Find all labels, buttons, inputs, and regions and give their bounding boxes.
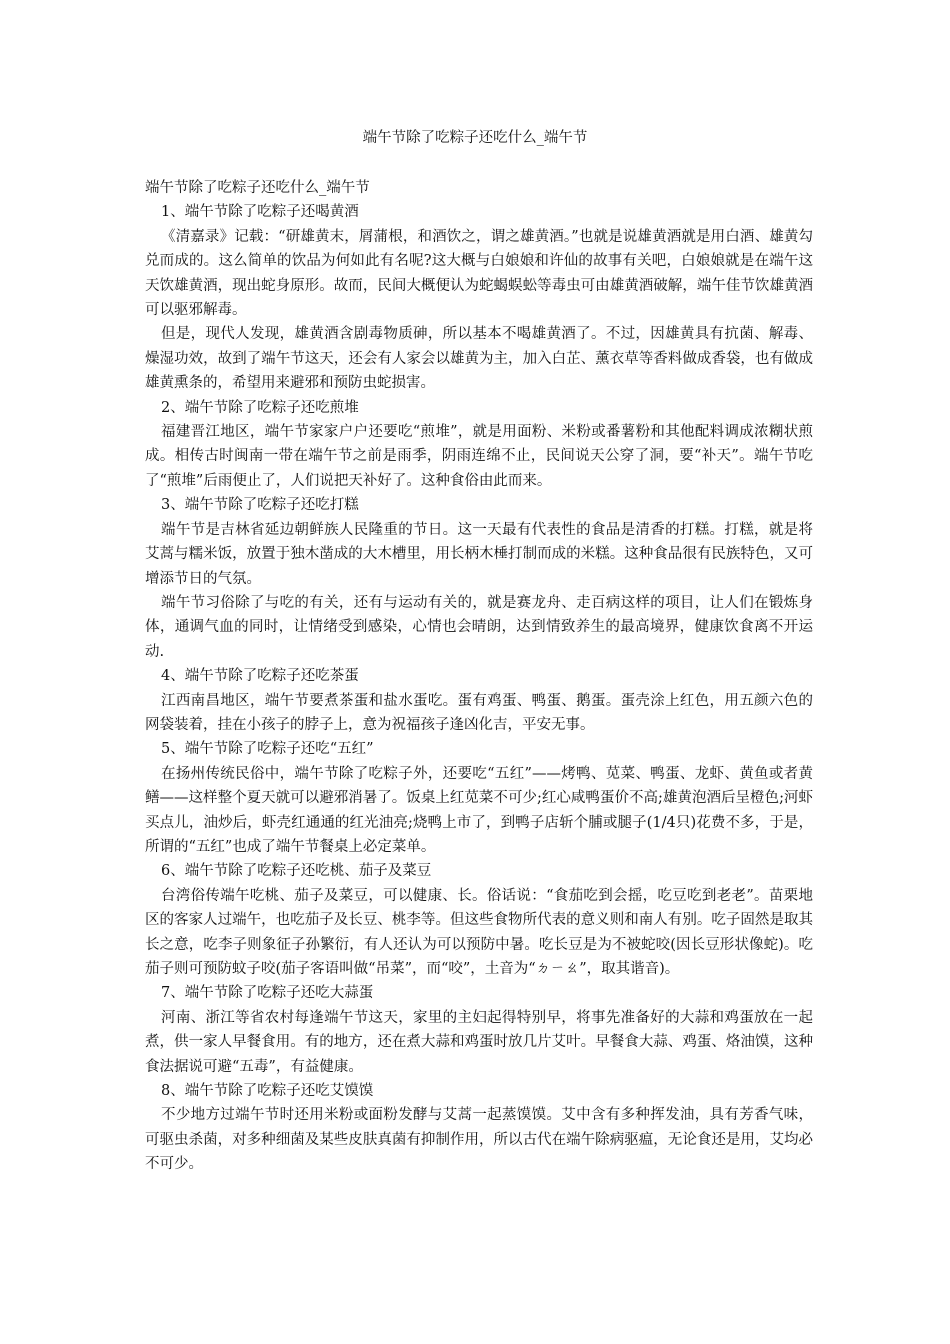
section-heading: 5、端午节除了吃粽子还吃“五红” xyxy=(161,741,374,758)
section-heading: 1、端午节除了吃粽子还喝黄酒 xyxy=(161,204,359,221)
section-paragraph: 《清嘉录》记载：“研雄黄末，屑蒲根，和酒饮之，谓之雄黄酒。”也就是说雄黄酒就是用白酒、雄黄勾兑而成的。这么简单的饮品为何如此有名呢?这大概与白娘娘和许仙的故事有关吧，白娘娘就是在端午这天饮雄黄酒，现出蛇身原形。故而，民间大概便认为蛇蝎蜈蚣等毒虫可由雄黄酒破解，端午佳节饮雄黄酒可以驱邪解毒。 xyxy=(145,228,813,319)
section-paragraph: 在扬州传统民俗中，端午节除了吃粽子外，还要吃“五红”——烤鸭、苋菜、鸭蛋、龙虾、黄鱼或者黄鳝——这样整个夏天就可以避邪消暑了。饭桌上红苋菜不可少;红心咸鸭蛋价不高;雄黄泡酒后呈橙色;河虾买点儿，油炒后，虾壳红通通的红光油亮;烧鸭上市了，到鸭子店斩个脯或腿子(1/4只)花费不多，于是，所谓的“五红”也成了端午节餐桌上必定菜单。 xyxy=(145,765,813,855)
section-heading: 2、端午节除了吃粽子还吃煎堆 xyxy=(161,399,359,416)
document-body xyxy=(145,176,813,1177)
section-paragraph: 福建晋江地区，端午节家家户户还要吃“煎堆”，就是用面粉、米粉或番薯粉和其他配料调成浓糊状煎成。相传古时闽南一带在端午节之前是雨季，阴雨连绵不止，民间说天公穿了洞，要“补天”。端午节吃了“煎堆”后雨便止了，人们说把天补好了。这种食俗由此而来。 xyxy=(145,424,813,489)
section-paragraph: 不少地方过端午节时还用米粉或面粉发酵与艾蒿一起蒸馍馍。艾中含有多种挥发油，具有芳香气味，可驱虫杀菌，对多种细菌及某些皮肤真菌有抑制作用，所以古代在端午除病驱瘟，无论食还是用，艾均必不可少。 xyxy=(145,1107,813,1173)
section-heading: 7、端午节除了吃粽子还吃大蒜蛋 xyxy=(161,985,374,1002)
section-heading: 4、端午节除了吃粽子还吃茶蛋 xyxy=(161,668,359,685)
section-heading: 8、端午节除了吃粽子还吃艾馍馍 xyxy=(161,1083,374,1100)
section-paragraph: 端午节是吉林省延边朝鲜族人民隆重的节日。这一天最有代表性的食品是清香的打糕。打糕，就是将艾蒿与糯米饭，放置于独木凿成的大木槽里，用长柄木棰打制而成的米糕。这种食品很有民族特色，又可增添节日的气氛。 xyxy=(145,521,813,587)
section-paragraph: 河南、浙江等省农村每逢端午节这天，家里的主妇起得特别早，将事先准备好的大蒜和鸡蛋放在一起煮，供一家人早餐食用。有的地方，还在煮大蒜和鸡蛋时放几片艾叶。早餐食大蒜、鸡蛋、烙油馍，这种食法据说可避“五毒”，有益健康。 xyxy=(145,1009,813,1075)
section-paragraph: 但是，现代人发现，雄黄酒含剧毒物质砷，所以基本不喝雄黄酒了。不过，因雄黄具有抗菌、解毒、燥湿功效，故到了端午节这天，还会有人家会以雄黄为主，加入白芷、薰衣草等香料做成香袋，也有做成雄黄熏条的，希望用来避邪和预防虫蛇损害。 xyxy=(145,326,813,392)
section-heading: 3、端午节除了吃粽子还吃打糕 xyxy=(161,497,359,514)
page-title: 端午节除了吃粽子还吃什么_端午节 xyxy=(362,130,588,146)
document-subtitle: 端午节除了吃粽子还吃什么_端午节 xyxy=(145,180,370,196)
section-paragraph: 端午节习俗除了与吃的有关，还有与运动有关的，就是赛龙舟、走百病这样的项目，让人们在锻炼身体，通调气血的同时，让情绪受到感染，心情也会晴朗，达到情致养生的最高境界，健康饮食离不开运动. xyxy=(145,594,813,660)
section-paragraph: 江西南昌地区，端午节要煮茶蛋和盐水蛋吃。蛋有鸡蛋、鸭蛋、鹅蛋。蛋壳涂上红色，用五颜六色的网袋装着，挂在小孩子的脖子上，意为祝福孩子逢凶化吉，平安无事。 xyxy=(145,692,813,733)
section-heading: 6、端午节除了吃粽子还吃桃、茄子及菜豆 xyxy=(161,863,432,880)
section-paragraph: 台湾俗传端午吃桃、茄子及菜豆，可以健康、长。俗话说：“食茄吃到会摇，吃豆吃到老老”。苗栗地区的客家人过端午，也吃茄子及长豆、桃李等。但这些食物所代表的意义则和南人有别。吃子固然是取其长之意，吃李子则象征子孙繁衍，有人还认为可以预防中暑。吃长豆是为不被蛇咬(因长豆形状像蛇)。吃茄子则可预防蚊子咬(茄子客语叫做“吊菜”，而“咬”，土音为“ㄉㄧㄠ”，取其谐音)。 xyxy=(145,887,813,977)
